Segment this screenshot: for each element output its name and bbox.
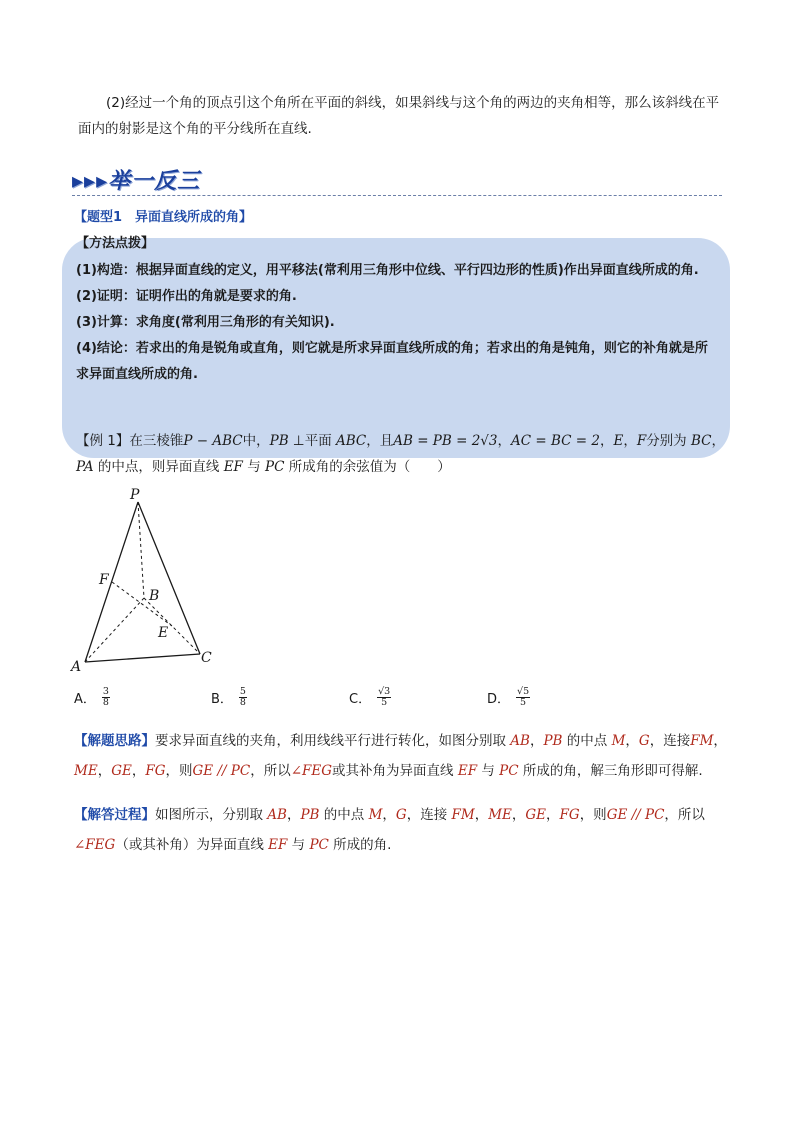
section-banner	[72, 164, 722, 198]
label-E: E	[158, 625, 169, 641]
fraction: $\frac{5}{8}$	[239, 686, 246, 708]
method-list	[76, 258, 716, 388]
segment-FE	[112, 582, 172, 626]
fraction: $\frac{√3}{5}$	[378, 686, 391, 708]
edge-PC	[138, 502, 200, 654]
tetrahedron-figure	[60, 480, 240, 680]
label-F: F	[99, 572, 109, 588]
example-label: 【例 1】	[76, 433, 130, 449]
label-C: C	[201, 650, 212, 666]
fraction: $\frac{√5}{5}$	[517, 686, 530, 708]
method-item: (2)证明：证明作出的角就是要求的角.	[76, 289, 297, 304]
banner-divider	[72, 195, 722, 196]
topic-heading: 【题型1 异面直线所成的角】	[74, 210, 253, 225]
label-B: B	[149, 588, 160, 604]
edge-PA	[85, 502, 138, 662]
solution-idea: 【解题思路】要求异面直线的夹角，利用线线平行进行转化，如图分别取 AB，PB 的中点 M，G，连接FM，ME，GE，FG，则GE // PC，所以∠FEG或其补角为异面直线 EF 与 PC 所成的角，解三角形即可得解.	[74, 733, 727, 779]
example-question: 【例 1】在三棱锥P − ABC中，PB ⊥平面 ABC，且AB = PB = 2√3，AC = BC = 2，E，F分别为 BC，PA 的中点，则异面直线 EF 与 PC 所成角的余弦值为（ ）	[76, 433, 725, 475]
label-A: A	[71, 659, 82, 675]
label-P: P	[130, 487, 140, 503]
option-c[interactable]: C． $\frac{√3}{5}$	[349, 686, 391, 708]
method-label: 【方法点拨】	[76, 236, 155, 251]
intro-paragraph: (2)经过一个角的顶点引这个角所在平面的斜线，如果斜线与这个角的两边的夹角相等，那么该斜线在平面内的射影是这个角的平分线所在直线.	[78, 95, 720, 137]
method-item: (1)构造：根据异面直线的定义，用平移法(常利用三角形中位线、平行四边形的性质)作出异面直线所成的角.	[76, 263, 699, 278]
fraction: $\frac{3}{8}$	[102, 686, 109, 708]
option-d[interactable]: D． $\frac{√5}{5}$	[487, 686, 530, 708]
edge-AB	[85, 598, 144, 662]
process-label: 【解答过程】	[74, 807, 155, 823]
method-item: (3)计算：求角度(常利用三角形的有关知识).	[76, 315, 335, 330]
method-item: (4)结论：若求出的角是锐角或直角，则它就是所求异面直线所成的角；若求出的角是钝角，则它的补角就是所求异面直线所成的角.	[76, 341, 708, 382]
edge-PB	[138, 502, 144, 598]
banner-title: ▸▸▸举一反三	[72, 168, 201, 194]
edge-AC	[85, 654, 200, 662]
solution-process: 【解答过程】如图所示，分别取 AB，PB 的中点 M，G，连接 FM，ME，GE，FG，则GE // PC，所以∠FEG（或其补角）为异面直线 EF 与 PC 所成的角.	[74, 807, 705, 853]
option-a[interactable]: A． $\frac{3}{8}$	[74, 686, 109, 708]
option-b[interactable]: B． $\frac{5}{8}$	[211, 686, 246, 708]
idea-label: 【解题思路】	[74, 733, 155, 749]
